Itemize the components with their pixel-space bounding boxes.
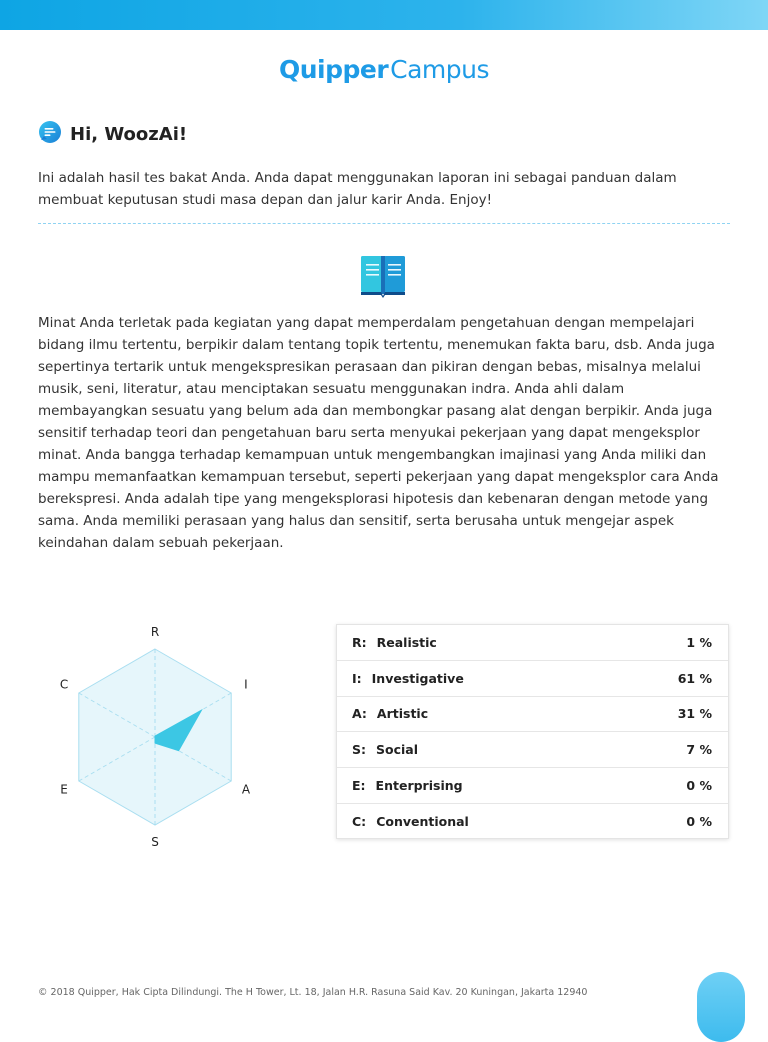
- score-code: C:: [352, 814, 367, 830]
- radar-axis-label: C: [59, 677, 69, 692]
- score-name: Investigative: [371, 670, 464, 686]
- score-value: 0 %: [686, 778, 712, 794]
- top-bar: [0, 0, 768, 30]
- greeting-title: Hi, WoozAi!: [70, 123, 188, 145]
- score-name: Realistic: [376, 634, 437, 650]
- greeting: [38, 120, 187, 148]
- score-row: [337, 625, 728, 661]
- score-name: Social: [376, 742, 419, 758]
- dashed-divider: [38, 223, 730, 224]
- score-value: 0 %: [686, 814, 712, 830]
- radar-axis-label: R: [150, 625, 160, 639]
- riasec-score-table: [336, 624, 729, 839]
- score-row: [337, 661, 728, 697]
- score-row: [337, 697, 728, 733]
- score-code: A:: [352, 706, 367, 722]
- personality-description: Minat Anda terletak pada kegiatan yang dapat memperdalam pengetahuan dengan mempelajari bidang ilmu tertentu, berpikir dalam tentang topik tertentu, menemukan fakta baru, dsb. Anda juga sepertinya tertarik untuk mengekspresikan perasaan dan pikiran dengan bebas, misalnya melalui musik, seni, literatur, atau menciptakan sesuatu menggunakan indra. Anda ahli dalam membayangkan sesuatu yang belum ada dan membongkar pasang alat dengan berpikir. Anda juga sensitif terhadap teori dan pengetahuan baru serta menyukai pekerjaan yang dapat mengeksplor minat. Anda bangga terhadap kemampuan untuk mengembangkan imajinasi yang Anda miliki dan mampu memanfaatkan kemampuan tersebut, seperti pekerjaan yang dapat mengeksplor cara Anda berekspresi. Anda adalah tipe yang mengeksplorasi hipotesis dan kebenaran dengan metode yang sama. Anda memiliki perasaan yang halus dan sensitif, serta berusaha untuk mengejar aspek keindahan dalam sebuah pekerjaan.: [38, 315, 719, 551]
- score-code: S:: [352, 742, 367, 758]
- score-row: [337, 768, 728, 804]
- score-code: E:: [352, 778, 366, 794]
- footer-copyright: © 2018 Quipper, Hak Cipta Dilindungi. The H Tower, Lt. 18, Jalan H.R. Rasuna Said Kav. 20 Kuningan, Jakarta 12940: [38, 987, 588, 998]
- chat-bubble-icon: [38, 120, 62, 148]
- radar-axis-label: S: [151, 835, 159, 849]
- intro-text: Ini adalah hasil tes bakat Anda. Anda dapat menggunakan laporan ini sebagai panduan dalam membuat keputusan studi masa depan dan jalur karir Anda. Enjoy!: [38, 170, 677, 208]
- score-code: R:: [352, 634, 367, 650]
- radar-axis-label: E: [60, 782, 68, 797]
- quipper-campus-logo: [0, 55, 768, 84]
- logo-product: Campus: [390, 55, 490, 84]
- logo-brand: Quipper: [278, 55, 389, 84]
- score-value: 61 %: [677, 670, 712, 686]
- book-icon: [359, 252, 409, 304]
- score-value: 1 %: [686, 634, 712, 650]
- score-name: Conventional: [376, 814, 469, 830]
- radar-axis-label: I: [244, 677, 248, 692]
- score-name: Artistic: [376, 706, 429, 722]
- score-value: 7 %: [686, 742, 712, 758]
- score-value: 31 %: [677, 706, 712, 722]
- score-row: [337, 804, 728, 840]
- score-name: Enterprising: [375, 778, 463, 794]
- score-row: [337, 732, 728, 768]
- floating-action-button[interactable]: [697, 972, 745, 1042]
- radar-axis-label: A: [241, 782, 251, 797]
- riasec-radar-chart: [40, 620, 280, 849]
- score-code: I:: [352, 670, 362, 686]
